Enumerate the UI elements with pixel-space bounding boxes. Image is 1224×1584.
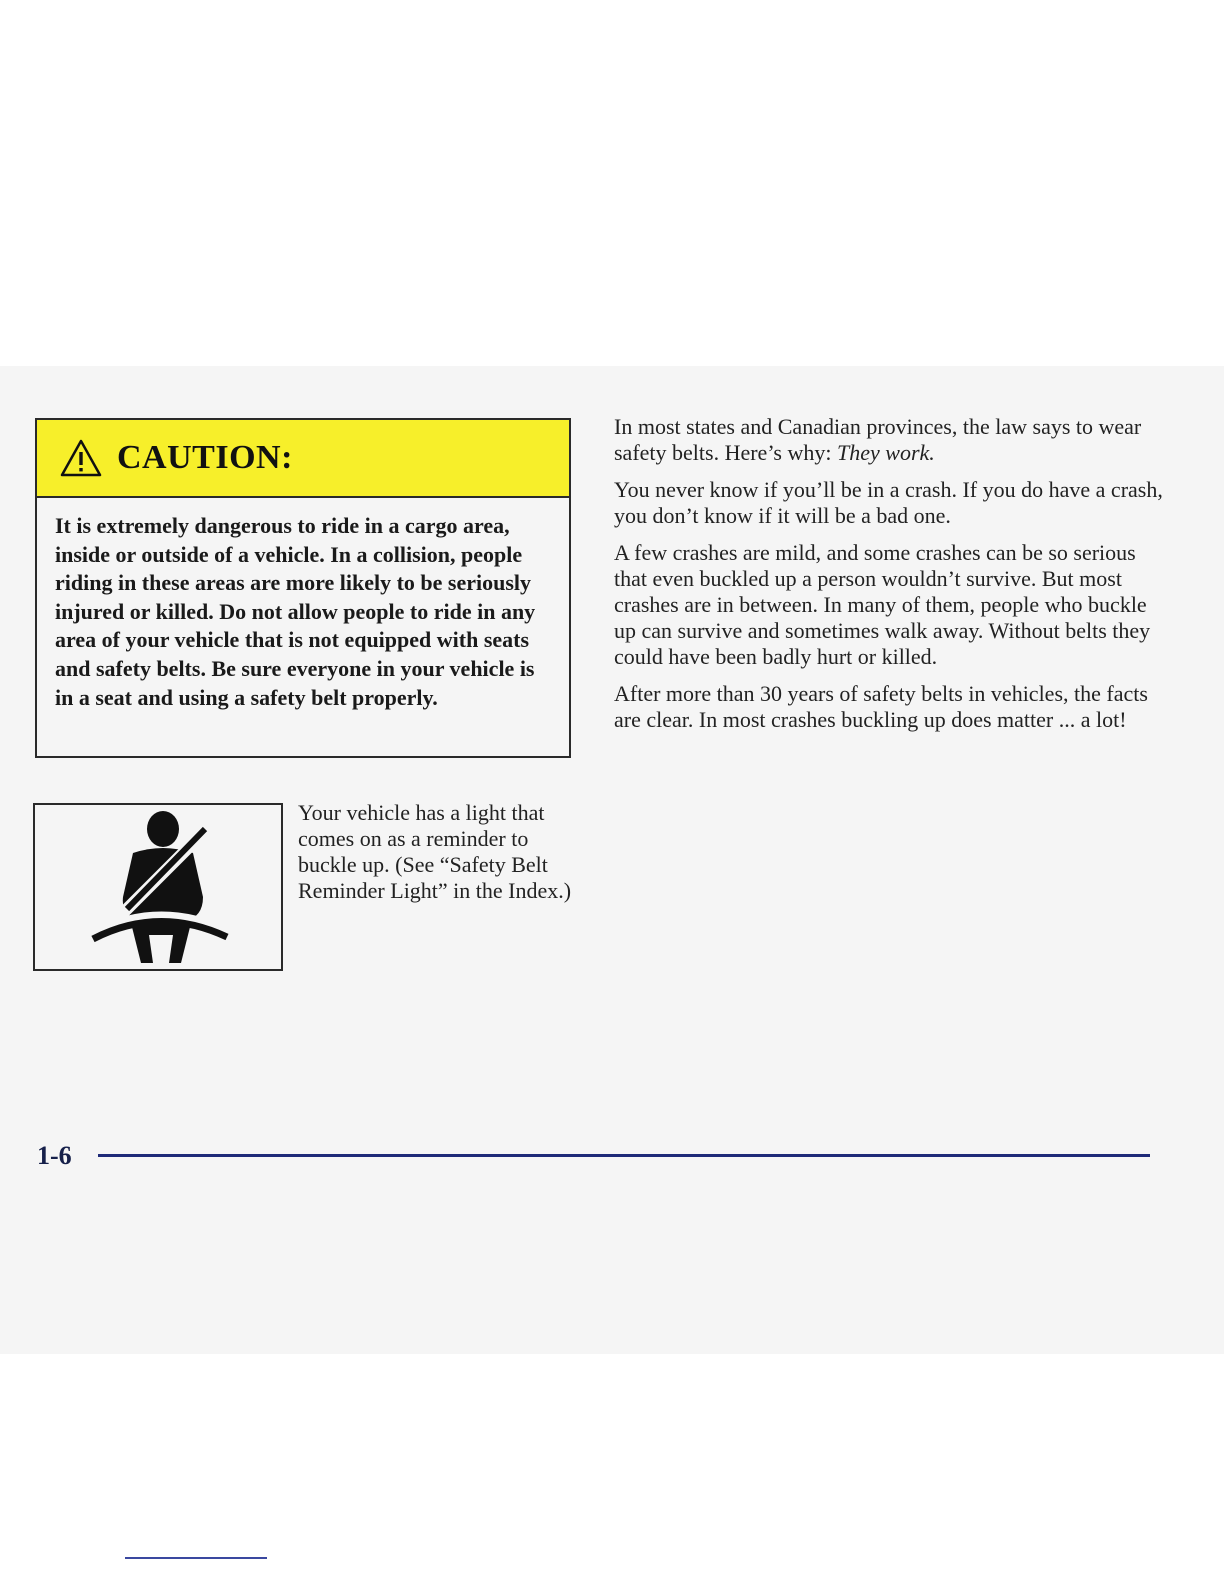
paragraph-severity: A few crashes are mild, and some crashes can be so serious that even buckled up a person wouldn’t survive. But most crashes are in between. In many of them, people who buckle up can survive and sometimes walk away. Without belts they could have been badly hurt or killed. (614, 540, 1151, 669)
bottom-rule (125, 1557, 267, 1559)
paragraph-crash: You never know if you’ll be in a crash. If you do have a crash, you don’t know if it will be a bad one. (614, 477, 1163, 528)
belt-reminder-text: Your vehicle has a light that comes on as a reminder to buckle up. (See “Safety Belt Reminder Light” in the Index.) (298, 800, 572, 903)
paragraph-facts: After more than 30 years of safety belts in vehicles, the facts are clear. In most crashes buckling up does matter ... a lot! (614, 681, 1148, 732)
caution-header (37, 420, 569, 498)
footer-rule (98, 1154, 1150, 1157)
seat-belt-icon (33, 803, 283, 971)
right-column (614, 414, 1174, 744)
page-number: 1-6 (37, 1141, 72, 1170)
caution-body: It is extremely dangerous to ride in a cargo area, inside or outside of a vehicle. In a collision, people riding in these areas are more likely to be seriously injured or killed. Do not allow people to ride in any area of your vehicle that is not equipped with seats and safety belts. Be sure everyone in your vehicle is in a seat and using a safety belt properly. (55, 513, 536, 710)
paragraph-law (614, 414, 1174, 466)
paragraph-law-emphasis: They work. (837, 440, 935, 465)
caution-box (35, 418, 571, 758)
paragraph-law-text: In most states and Canadian provinces, the law says to wear safety belts. Here’s why: (614, 414, 1142, 465)
caution-title: CAUTION: (117, 439, 293, 476)
warning-triangle-icon (59, 438, 103, 478)
